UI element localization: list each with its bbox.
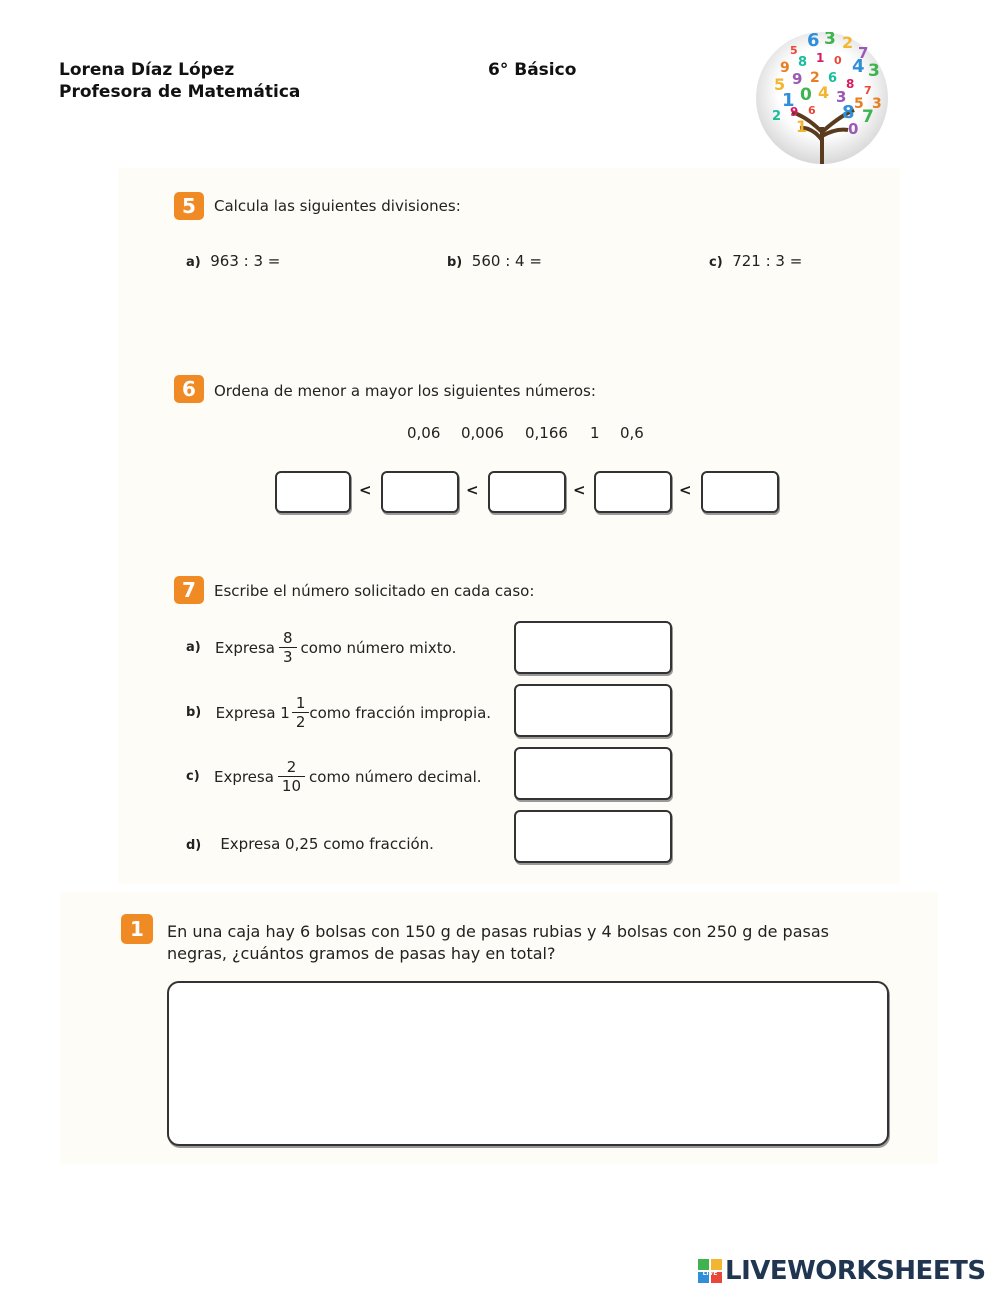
q6-number-4: 1 [590, 424, 600, 442]
q7-item-b-post: como fracción impropia. [309, 703, 492, 722]
tree-digit: 5 [854, 96, 864, 112]
tree-digit: 3 [836, 88, 847, 106]
q7-item-b-denominator: 2 [295, 713, 306, 731]
q7-item-c-denominator: 10 [281, 777, 302, 795]
number-tree-icon [752, 32, 892, 167]
q6-answer-box-5[interactable] [701, 471, 779, 513]
q7-item-d-text: Expresa 0,25 como fracción. [220, 835, 434, 853]
q5-item-c-text: 721 : 3 = [732, 252, 803, 270]
q6-number-2: 0,006 [461, 424, 504, 442]
q6-answer-box-4[interactable] [594, 471, 672, 513]
q5-badge: 5 [174, 192, 204, 220]
teacher-name: Lorena Díaz López [59, 60, 235, 80]
q7-item-a-label: a) [186, 640, 201, 655]
q6-badge: 6 [174, 375, 204, 403]
q6-number-3: 0,166 [525, 424, 568, 442]
q7-item-c-label: c) [186, 769, 200, 784]
number-tree-logo [752, 32, 892, 167]
q5-item-a-label: a) [186, 255, 201, 270]
q5-item-a-text: 963 : 3 = [210, 252, 281, 270]
tree-digit: 7 [864, 84, 872, 97]
q6-prompt: Ordena de menor a mayor los siguientes números: [214, 382, 596, 400]
q7-item-a-fraction [281, 629, 295, 666]
q6-answer-box-1[interactable] [275, 471, 351, 513]
q7-item-b-numerator: 1 [295, 694, 306, 712]
tree-digit: 3 [868, 61, 880, 81]
q6-answer-box-3[interactable] [488, 471, 566, 513]
tree-digit: 8 [842, 102, 855, 123]
tree-digit: 6 [808, 104, 816, 117]
q7-item-b-pre: Expresa 1 [215, 703, 290, 722]
tree-digit: 0 [834, 54, 842, 67]
q7-prompt: Escribe el número solicitado en cada caso: [214, 582, 535, 600]
tree-digit: 3 [824, 32, 836, 49]
tree-digit: 4 [818, 83, 830, 102]
q7-item-c-fraction [280, 758, 303, 795]
tree-digit: 9 [790, 105, 799, 119]
q1-badge: 1 [121, 914, 153, 944]
liveworksheets-icon [698, 1259, 722, 1283]
q6-less-than-2: < [466, 481, 479, 499]
q6-less-than-3: < [573, 481, 586, 499]
q7-item-a-pre: Expresa [215, 638, 275, 657]
tree-digit: 2 [810, 70, 820, 86]
tree-digit: 9 [780, 60, 790, 76]
q5-item-b-text: 560 : 4 = [471, 252, 542, 270]
q5-item-b [447, 252, 542, 270]
q6-less-than-1: < [359, 481, 372, 499]
q7-item-d-label: d) [186, 838, 202, 853]
q5-item-a [186, 252, 280, 270]
tree-digit: 8 [798, 55, 808, 70]
liveworksheets-wordmark: LIVEWORKSHEETS [725, 1256, 986, 1286]
grade-label: 6° Básico [488, 60, 577, 80]
q7-answer-box-b[interactable] [514, 684, 672, 737]
tree-digit: 5 [790, 44, 798, 57]
q5-prompt: Calcula las siguientes divisiones: [214, 197, 461, 215]
q7-item-a-denominator: 3 [282, 648, 293, 666]
tree-digit: 0 [848, 120, 859, 138]
q1-line-1: En una caja hay 6 bolsas con 150 g de pasas rubias y 4 bolsas con 250 g de pasas [167, 922, 829, 941]
tree-digit: 6 [807, 32, 820, 51]
svg-text:LIVE: LIVE [702, 1270, 718, 1277]
q7-item-c-pre: Expresa [213, 767, 274, 786]
q7-answer-box-d[interactable] [514, 810, 672, 863]
tree-digit: 9 [792, 70, 803, 88]
q7-answer-box-c[interactable] [514, 747, 672, 800]
q6-less-than-4: < [679, 481, 692, 499]
q7-item-a-post: como número mixto. [300, 638, 457, 657]
q1-line-2: negras, ¿cuántos gramos de pasas hay en total? [167, 944, 556, 963]
q1-answer-area[interactable] [167, 981, 889, 1146]
tree-digit: 2 [842, 33, 854, 52]
q7-item-c-numerator: 2 [286, 758, 297, 776]
tree-digit: 2 [772, 109, 782, 124]
q7-answer-box-a[interactable] [514, 621, 672, 674]
tree-digit: 5 [774, 75, 786, 94]
tree-digit: 1 [796, 117, 808, 136]
q7-item-b-label: b) [186, 705, 202, 720]
q5-item-b-label: b) [447, 255, 463, 270]
q6-number-5: 0,6 [620, 424, 644, 442]
q6-number-1: 0,06 [407, 424, 441, 442]
q7-item-b [186, 694, 491, 731]
q7-item-c-post: como número decimal. [309, 767, 482, 786]
tree-digit: 4 [852, 56, 865, 77]
q7-badge: 7 [174, 576, 204, 604]
q7-item-b-fraction [294, 694, 308, 731]
teacher-role: Profesora de Matemática [59, 82, 301, 102]
liveworksheets-logo [698, 1256, 986, 1286]
tree-digit: 1 [816, 51, 825, 65]
tree-digit: 3 [872, 96, 882, 112]
q6-answer-box-2[interactable] [381, 471, 459, 513]
q7-item-d [186, 835, 434, 853]
q7-item-a [186, 629, 456, 666]
tree-digit: 6 [828, 71, 838, 86]
q5-item-c [709, 252, 802, 270]
q7-item-a-numerator: 8 [282, 629, 293, 647]
tree-digit: 8 [846, 77, 855, 91]
q7-item-c [186, 758, 482, 795]
tree-digit: 7 [858, 44, 869, 62]
tree-digit: 0 [800, 85, 812, 105]
tree-digit: 7 [862, 107, 874, 127]
q5-item-c-label: c) [709, 255, 723, 270]
tree-digit: 1 [782, 90, 795, 111]
